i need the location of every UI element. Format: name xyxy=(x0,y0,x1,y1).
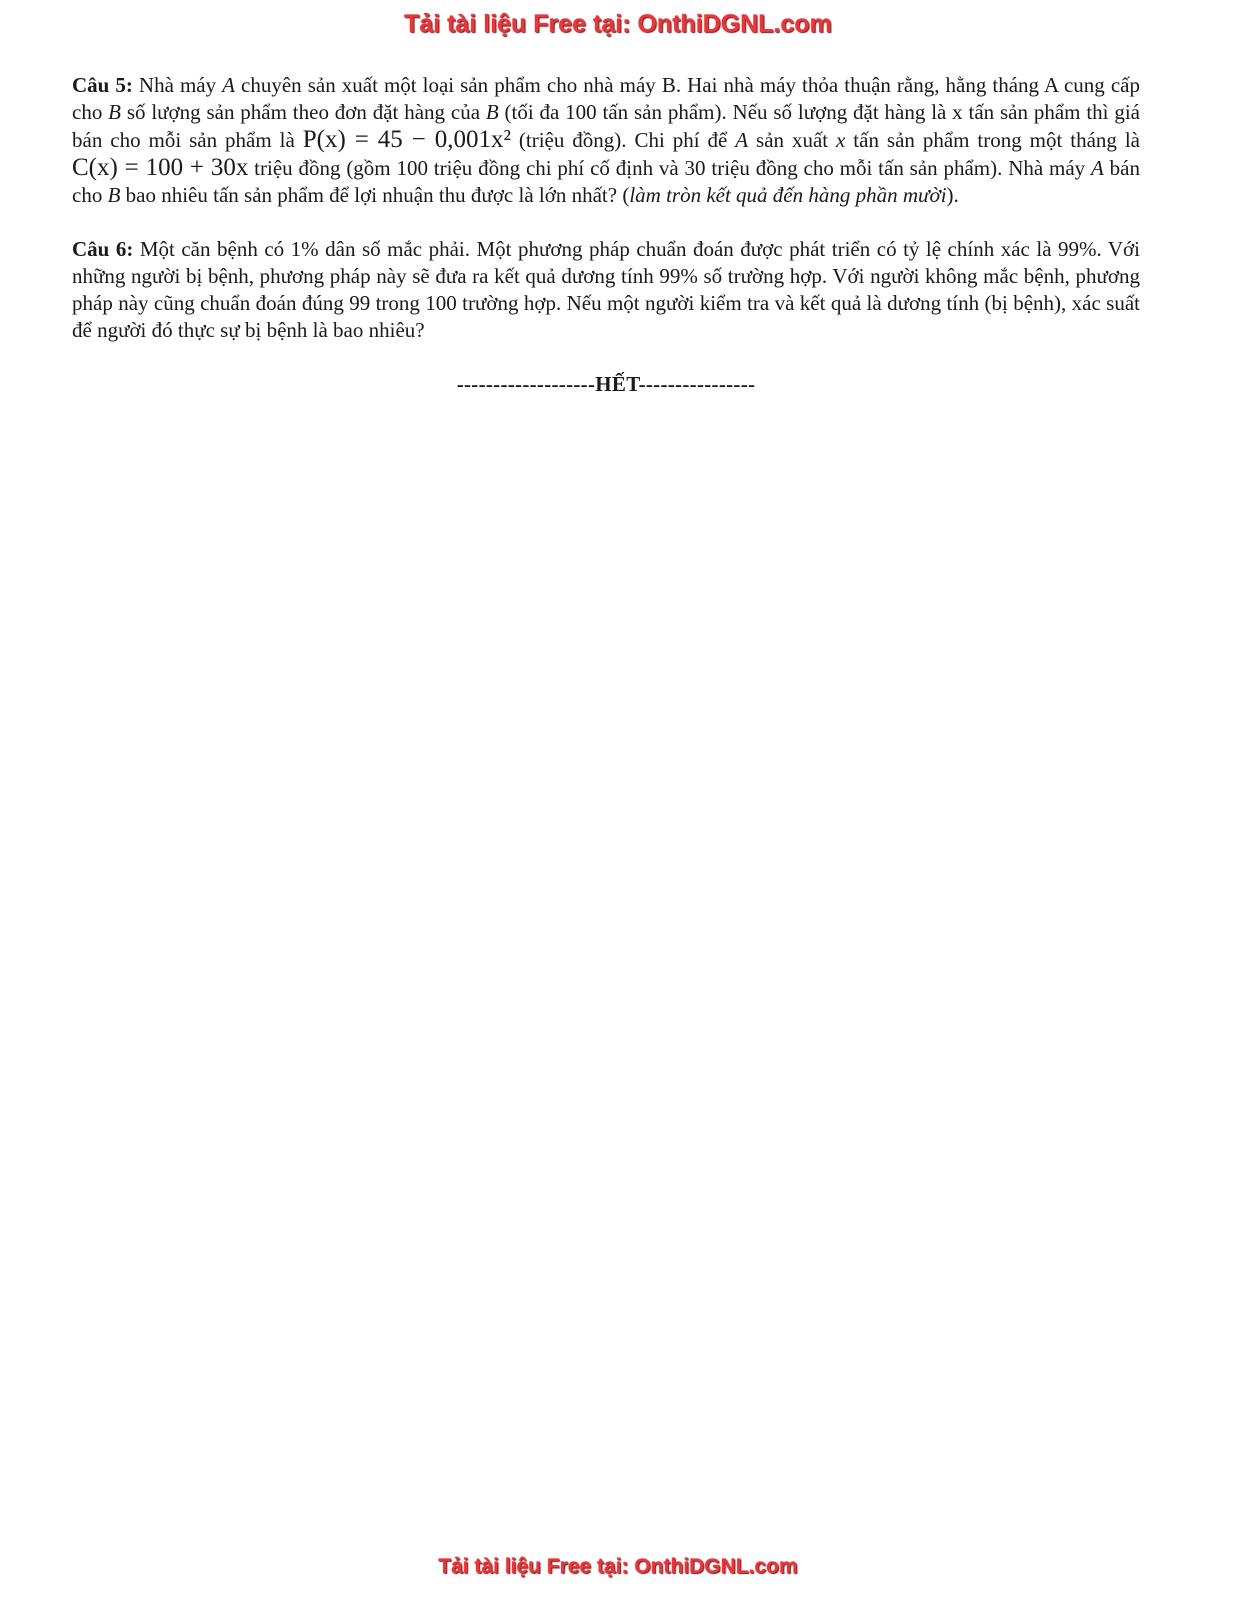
q5-text: chuyên sản xuất một loại sản phẩm cho nhà máy B. Hai nhà máy thỏa thuận rằng, hằng tháng A cung cấp cho xyxy=(72,73,1140,124)
document-body xyxy=(72,72,1140,398)
q5-text: sản xuất xyxy=(748,128,837,152)
rounding-note: làm tròn kết quả đến hàng phần mười xyxy=(629,183,947,207)
q5-text: số lượng sản phẩm theo đơn đặt hàng của xyxy=(120,100,486,124)
q5-text: (triệu đồng). Chi phí để xyxy=(510,128,736,152)
question-6-text: Một căn bệnh có 1% dân số mắc phải. Một phương pháp chuẩn đoán được phát triển có tỷ lệ chính xác là 99%. Với những người bị bệnh, phương pháp này sẽ đưa ra kết quả dương tính 99% số trường hợp. Với người không mắc bệnh, phương pháp này cũng chuẩn đoán đúng 99 trong 100 trường hợp. Nếu một người kiểm tra và kết quả là dương tính (bị bệnh), xác suất để người đó thực sự bị bệnh là bao nhiêu? xyxy=(72,237,1140,342)
header-banner: Tải tài liệu Free tại: OnthiDGNL.com xyxy=(404,10,832,38)
q5-text: bán cho xyxy=(72,156,1140,207)
q5-text: bao nhiêu tấn sản phẩm để lợi nhuận thu được là lớn nhất? ( xyxy=(120,183,630,207)
q5-var: A xyxy=(1091,156,1104,180)
question-6 xyxy=(72,236,1140,344)
q5-text: Nhà máy xyxy=(132,73,223,97)
q5-var: B xyxy=(108,100,121,124)
question-5-label: Câu 5: xyxy=(72,73,133,97)
q5-var: x xyxy=(836,128,846,152)
q5-text: tấn sản phẩm trong một tháng là xyxy=(845,128,1141,152)
end-marker: -------------------HẾT---------------- xyxy=(456,372,756,396)
question-5 xyxy=(72,72,1140,209)
question-6-label: Câu 6: xyxy=(72,237,134,261)
q5-text: (tối đa 100 tấn sản phẩm). Nếu số lượng đặt hàng là x tấn sản phẩm thì giá bán cho mỗi sản phẩm là xyxy=(72,100,1140,152)
cost-formula: C(x) = 100 + 30x xyxy=(72,154,249,181)
q5-var: A xyxy=(735,128,749,152)
q5-var: B xyxy=(485,100,499,124)
price-formula: P(x) = 45 − 0,001x² xyxy=(302,126,511,153)
q5-var: A xyxy=(222,73,235,97)
q5-text: ). xyxy=(946,183,959,207)
q5-text: triệu đồng (gồm 100 triệu đồng chi phí cố định và 30 triệu đồng cho mỗi tấn sản phẩm). Nhà máy xyxy=(248,156,1092,180)
q5-var: B xyxy=(107,183,121,207)
footer-banner: Tải tài liệu Free tại: OnthiDGNL.com xyxy=(438,1555,798,1578)
